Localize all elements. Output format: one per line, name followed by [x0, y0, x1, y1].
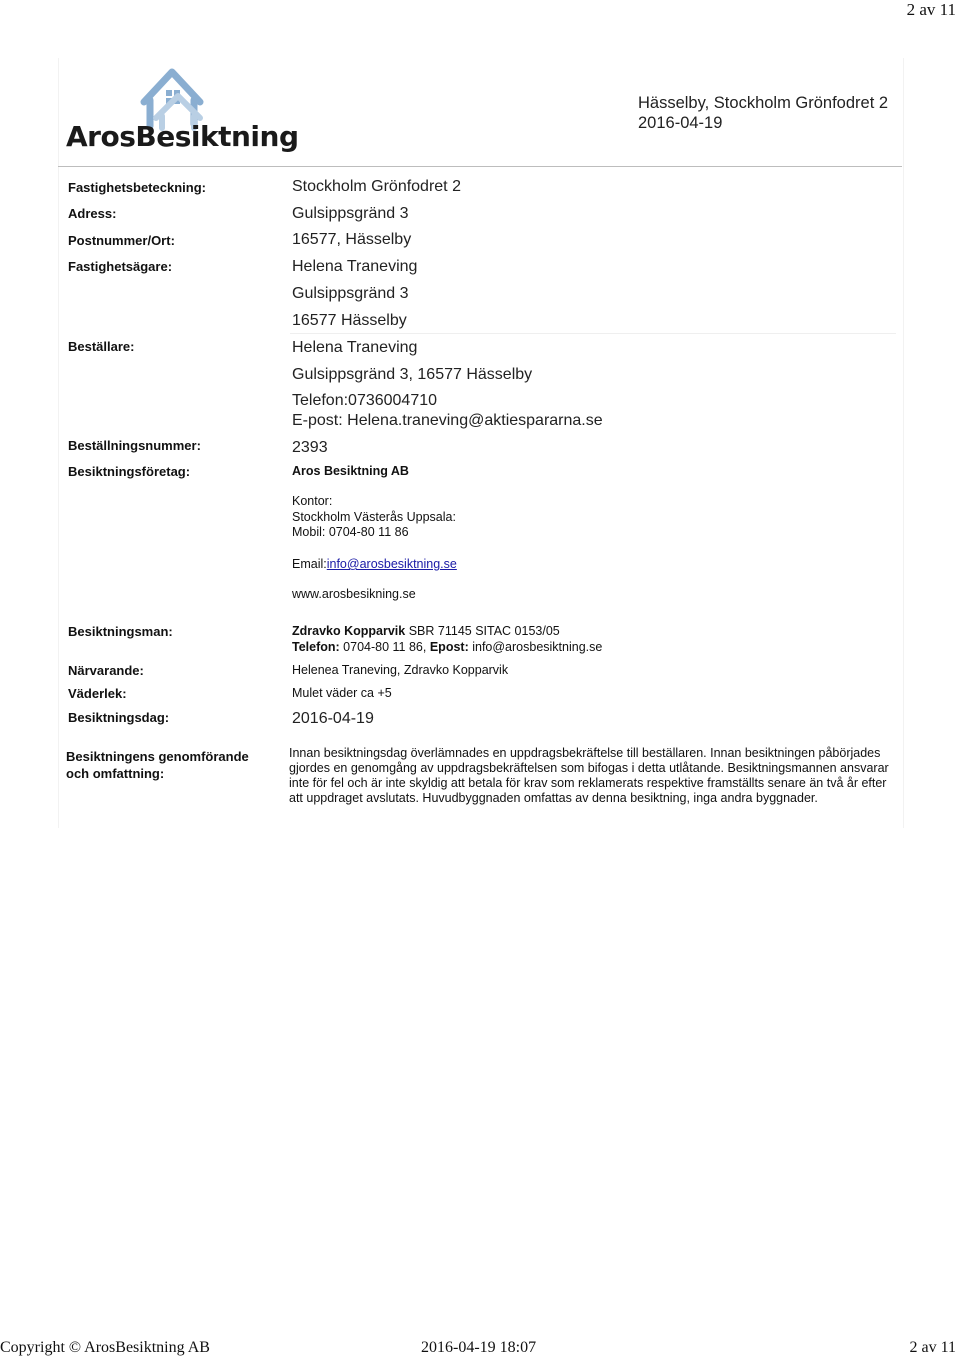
- company-office-label: Kontor:: [292, 494, 333, 508]
- value-postnummer: 16577, Hässelby: [292, 231, 412, 248]
- company-email-line: [292, 557, 457, 571]
- owner-divider: [290, 333, 896, 334]
- inspector-email-label: Epost:: [429, 640, 469, 654]
- company-mobile: Mobil: 0704-80 11 86: [292, 525, 409, 539]
- client-address: Gulsippsgränd 3, 16577 Hässelby: [292, 366, 533, 383]
- label-adress: Adress:: [68, 206, 117, 221]
- label-bestallningsnummer: Beställningsnummer:: [68, 438, 201, 453]
- page-number-top: 2 av 11: [906, 0, 956, 19]
- client-name: Helena Traneving: [292, 339, 418, 356]
- company-office: Stockholm Västerås Uppsala:: [292, 510, 456, 524]
- value-vaderlek: Mulet väder ca +5: [292, 686, 392, 700]
- label-bestallare: Beställare:: [68, 339, 135, 354]
- inspector-contact: [292, 640, 602, 654]
- inspector-phone-label: Telefon:: [292, 640, 340, 654]
- label-fastighetsbeteckning: Fastighetsbeteckning:: [68, 180, 206, 195]
- company-web: www.arosbesikning.se: [292, 587, 416, 601]
- company-email-prefix: Email:: [292, 557, 327, 571]
- inspector-phone: 0704-80 11 86,: [343, 640, 427, 654]
- value-adress: Gulsippsgränd 3: [292, 205, 409, 222]
- label-foretag: Besiktningsföretag:: [68, 464, 191, 479]
- value-bestallningsnummer: 2393: [292, 439, 328, 456]
- owner-city: 16577 Hässelby: [292, 312, 407, 329]
- client-email: E-post: Helena.traneving@aktiespararna.se: [292, 412, 603, 429]
- inspector-email: info@arosbesiktning.se: [472, 640, 603, 654]
- label-genomforande: [66, 748, 266, 782]
- logo-wordmark: ArosBesiktning: [66, 120, 299, 153]
- label-fastighetsagare: Fastighetsägare:: [68, 259, 173, 274]
- header-property-line: Hässelby, Stockholm Grönfodret 2: [638, 94, 889, 112]
- company-email-link[interactable]: info@arosbesiktning.se: [326, 557, 457, 571]
- label-genomforande-line2: och omfattning:: [66, 766, 165, 781]
- label-besiktningsman: Besiktningsman:: [68, 624, 173, 639]
- scope-paragraph: Innan besiktningsdag överlämnades en uppdragsbekräftelse till beställaren. Innan besiktningen påbörjades gjordes en genomgång av uppdragsbekräftelsen som bifogas i detta utlåtande. Besiktningsmannen ansvarar inte för fel och är inte skyldig att betala för krav som reklamerats respektive framställts senare än två år efter att uppdraget avslutats. Huvudbyggnaden omfattas av denna besiktning, inga andra byggnader.: [289, 746, 889, 805]
- value-besiktningsdag: 2016-04-19: [292, 710, 374, 727]
- label-vaderlek: Väderlek:: [68, 686, 127, 701]
- inspector-line: [292, 624, 560, 638]
- owner-street: Gulsippsgränd 3: [292, 285, 409, 302]
- inspector-name: Zdravko Kopparvik: [292, 624, 406, 638]
- company-name: Aros Besiktning AB: [292, 464, 409, 478]
- label-genomforande-line1: Besiktningens genomförande: [66, 749, 249, 764]
- label-narvarande: Närvarande:: [68, 663, 144, 678]
- footer-timestamp: 2016-04-19 18:07: [421, 1339, 537, 1356]
- inspector-cert: SBR 71145 SITAC 0153/05: [408, 624, 560, 638]
- footer-page-number: 2 av 11: [909, 1339, 956, 1356]
- logo: [66, 64, 299, 160]
- header-divider: [58, 166, 902, 167]
- footer-copyright: Copyright © ArosBesiktning AB: [0, 1339, 210, 1356]
- value-fastighetsbeteckning: Stockholm Grönfodret 2: [292, 178, 461, 195]
- value-narvarande: Helenea Traneving, Zdravko Kopparvik: [292, 663, 509, 677]
- header-date: 2016-04-19: [638, 114, 723, 132]
- label-besiktningsdag: Besiktningsdag:: [68, 710, 170, 725]
- owner-name: Helena Traneving: [292, 258, 418, 275]
- client-phone: Telefon:0736004710: [292, 392, 438, 409]
- label-postnummer: Postnummer/Ort:: [68, 233, 175, 248]
